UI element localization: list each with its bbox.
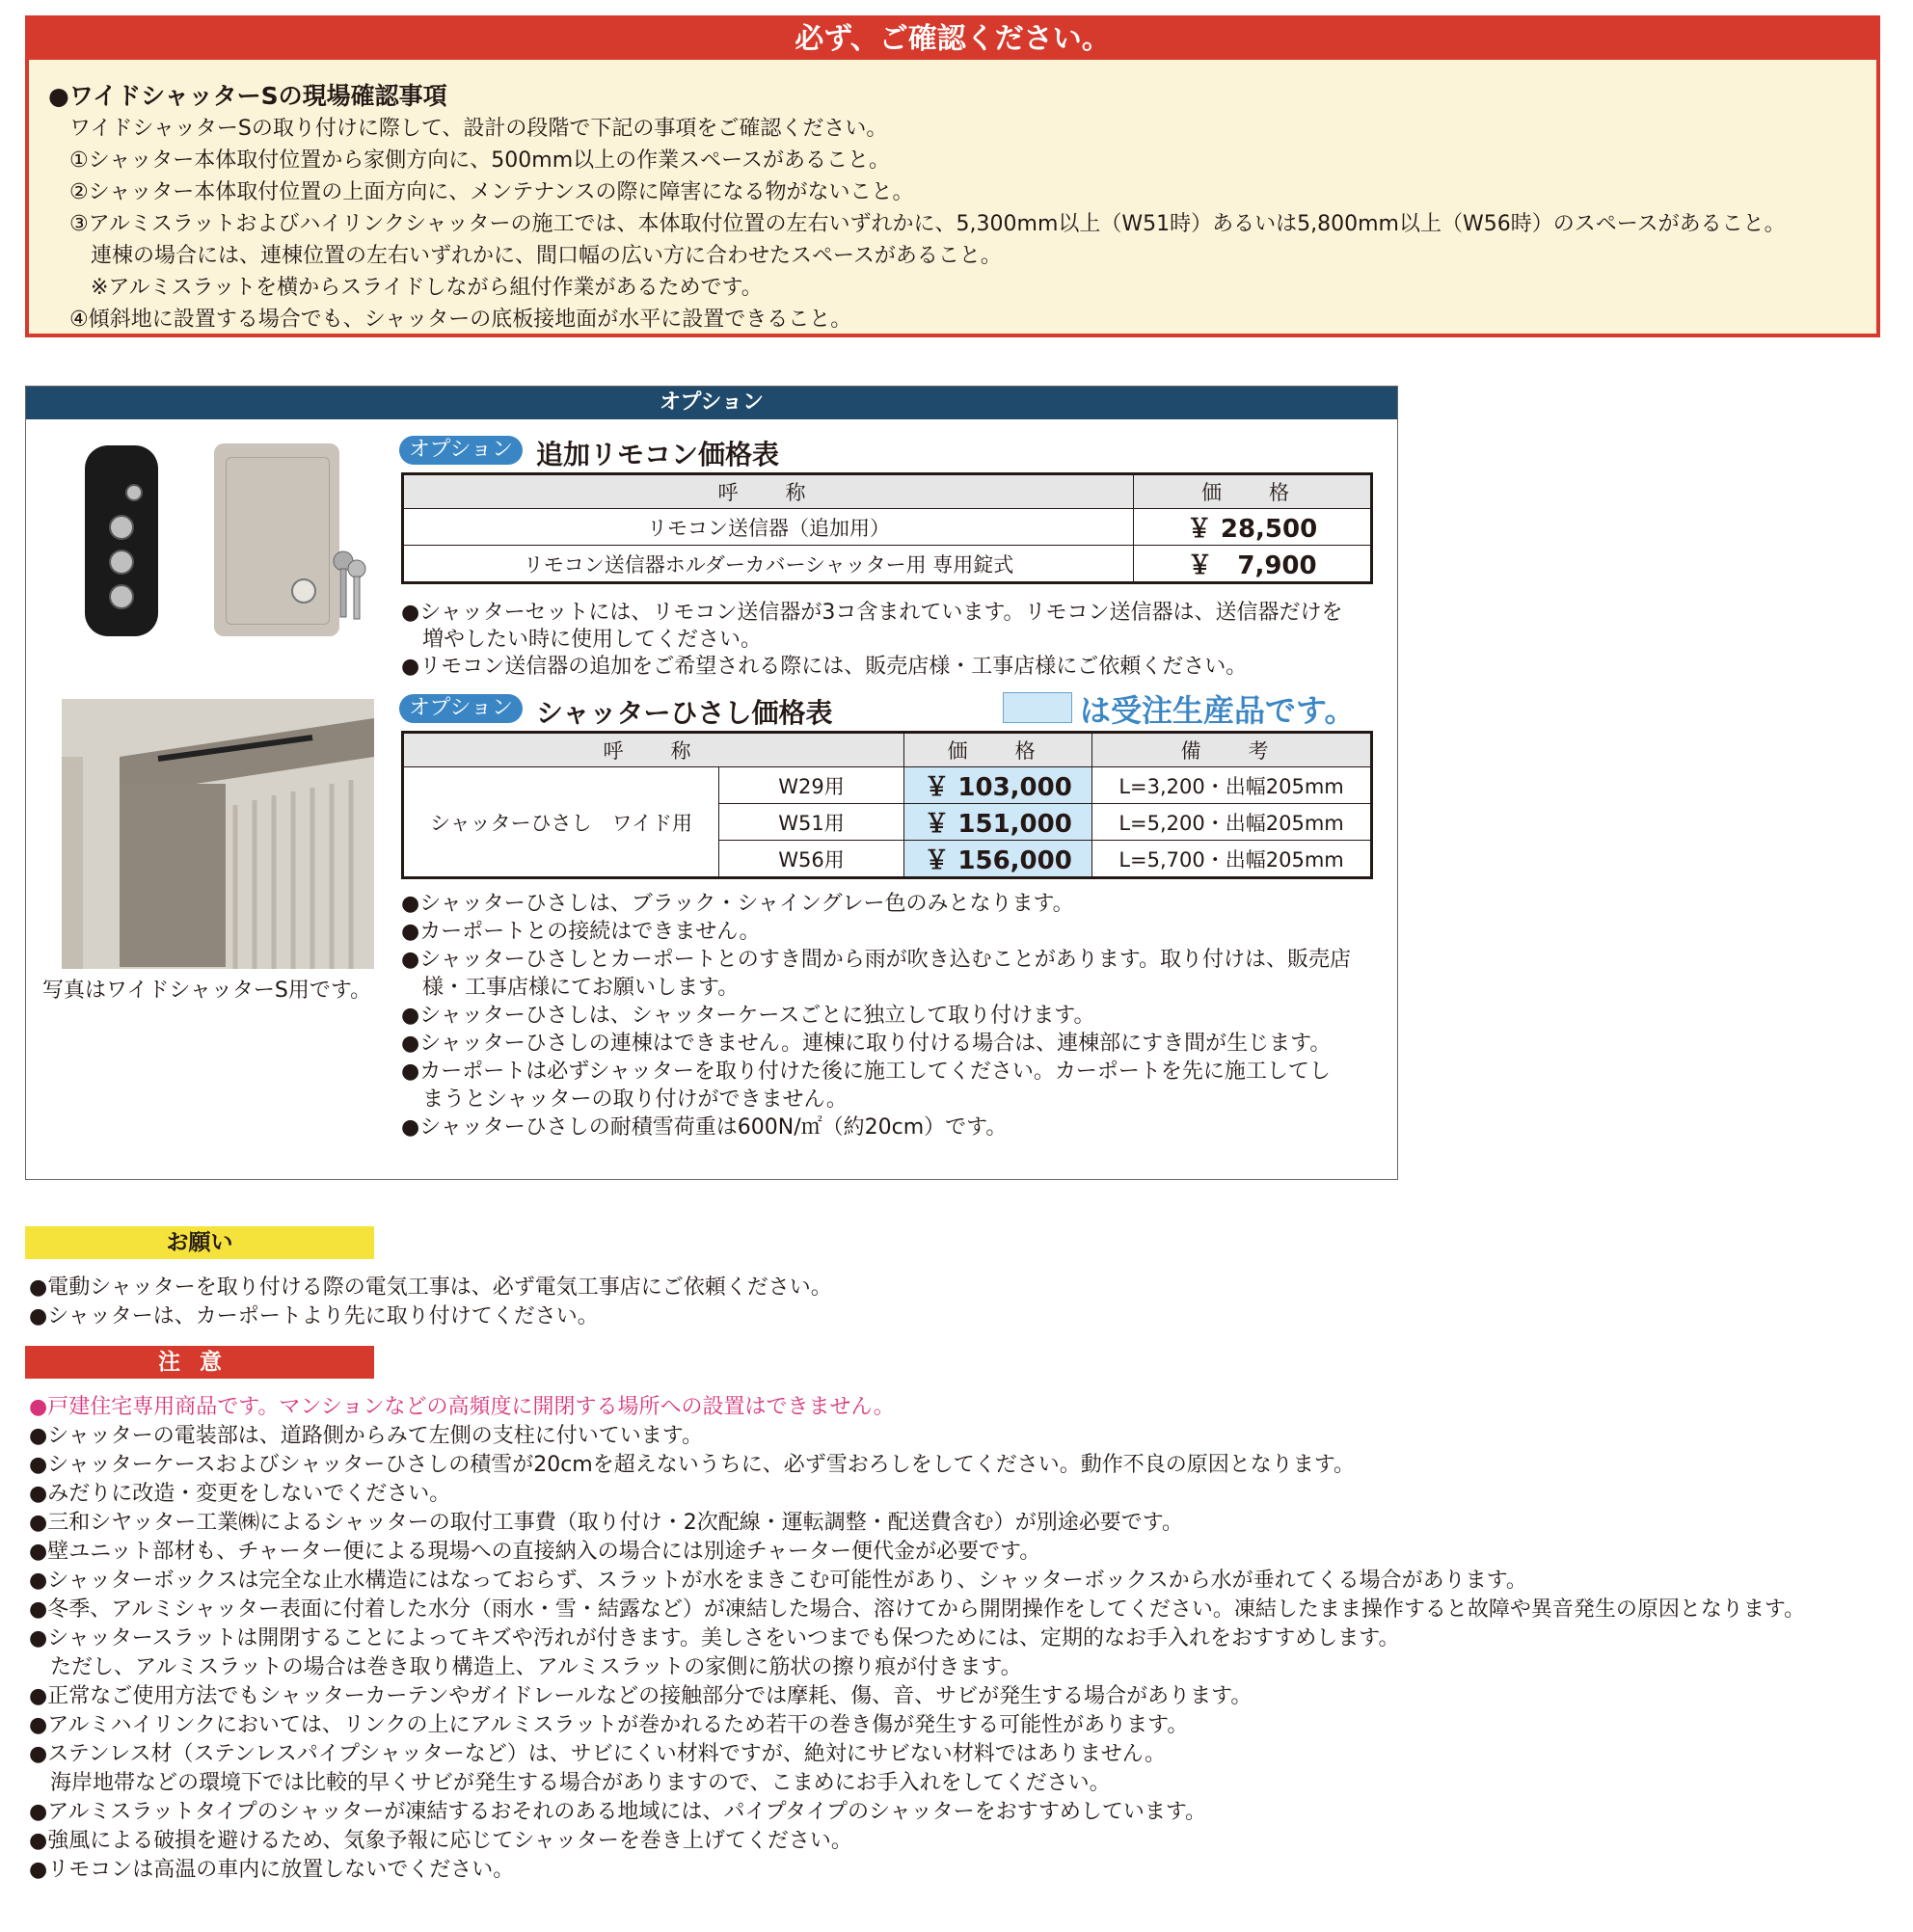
column-header: 価 格 [1134,474,1372,509]
caution-line: ●シャッターの電装部は、道路側からみて左側の支柱に付いています。 [29,1424,703,1448]
photo-caption: 写真はワイドシャッターS用です。 [42,979,372,1003]
item-price: ￥ 103,000 [904,767,1092,804]
item-price: ￥ 151,000 [904,804,1092,841]
caution-line: ●シャッターケースおよびシャッターひさしの積雪が20cmを超えないうちに、必ず雪おろしをしてください。動作不良の原因となります。 [29,1453,1355,1477]
hisashi-price-title: シャッターひさし価格表 [536,697,833,729]
remote-button-icon [109,584,134,609]
size: W29用 [719,767,904,804]
remark: L=3,200・出幅205mm [1092,767,1372,804]
remote-note: ●リモコン送信器の追加をご希望される際には、販売店様・工事店様にご依頼ください。 [401,655,1248,679]
order-legend-swatch [1003,692,1072,723]
caution-line: ただし、アルミスラットの場合は巻き取り構造上、アルミスラットの家側に筋状の擦り痕が付きます。 [29,1655,1022,1679]
remote-button-icon [109,515,134,540]
item-name: リモコン送信器（追加用） [403,509,1134,546]
confirm-line: ①シャッター本体取付位置から家側方向に、500mm以上の作業スペースがあること。 [69,148,891,173]
confirm-heading: ●ワイドシャッターSの現場確認事項 [48,82,447,110]
confirm-box [25,15,1880,337]
confirm-line: ②シャッター本体取付位置の上面方向に、メンテナンスの際に障害になる物がないこと。 [69,180,914,204]
column-header: 備 考 [1092,733,1372,767]
confirm-header: 必ず、ご確認ください。 [29,19,1876,60]
option-badge: オプション [399,694,523,723]
remote-price-title: 追加リモコン価格表 [536,439,780,470]
confirm-line: ④傾斜地に設置する場合でも、シャッターの底板接地面が水平に設置できること。 [69,308,852,332]
hisashi-note: ●シャッターひさしとカーポートとのすき間から雨が吹き込むことがあります。取り付けは、販売店 [401,948,1351,972]
caution-line: ●冬季、アルミシャッター表面に付着した水分（雨水・雪・結露など）が凍結した場合、溶けてから開閉操作をしてください。凍結したまま操作すると故障や異音発生の原因となります。 [29,1597,1806,1622]
remark: L=5,200・出幅205mm [1092,804,1372,841]
caution-line: ●シャッタースラットは開閉することによってキズや汚れが付きます。美しさをいつまでも保つためには、定期的なお手入れをおすすめします。 [29,1626,1400,1650]
hisashi-note: ●カーポートは必ずシャッターを取り付けた後に施工してください。カーポートを先に施工してし [401,1060,1331,1084]
remote-price-table [401,472,1373,584]
hisashi-note: ●シャッターひさしは、シャッターケースごとに独立して取り付けます。 [401,1004,1095,1028]
item-name: リモコン送信器ホルダーカバーシャッター用 専用錠式 [403,546,1134,583]
caution-line: ●リモコンは高温の車内に放置しないでください。 [29,1858,515,1882]
caution-header: 注意 [25,1346,374,1379]
hisashi-note: ●シャッターひさしの連棟はできません。連棟に取り付ける場合は、連棟部にすき間が生じます。 [401,1032,1332,1056]
shutter-hisashi-image [62,699,374,969]
hisashi-price-table [401,731,1373,879]
caution-line: ●正常なご使用方法でもシャッターカーテンやガイドレールなどの接触部分では摩耗、傷、音、サビが発生する場合があります。 [29,1684,1253,1708]
order-legend-text: は受注生産品です。 [1080,692,1356,729]
option-badge: オプション [399,436,523,465]
hisashi-note: 様・工事店様にてお願いします。 [401,976,740,1000]
size: W51用 [719,804,904,841]
group-name: シャッターひさし ワイド用 [403,767,719,878]
caution-line: ●アルミハイリンクにおいては、リンクの上にアルミスラットが巻かれるため若干の巻き傷が発生する可能性があります。 [29,1713,1189,1737]
remark: L=5,700・出幅205mm [1092,841,1372,878]
remote-led-icon [125,484,143,501]
column-header: 価 格 [904,733,1092,767]
confirm-line: 連棟の場合には、連棟位置の左右いずれかに、間口幅の広い方に合わせたスペースがあること。 [91,244,1002,268]
confirm-line: ③アルミスラットおよびハイリンクシャッターの施工では、本体取付位置の左右いずれかに、5,300mm以上（W51時）あるいは5,800mm以上（W56時）のスペースがあること。 [69,212,1786,236]
shutter-hisashi-photo [62,699,374,969]
column-header: 呼 称 [403,474,1134,509]
remote-note: 増やしたい時に使用してください。 [401,628,763,652]
remote-control-photo [85,445,158,636]
confirm-line: ※アルミスラットを横からスライドしながら組付作業があるためです。 [91,276,763,300]
confirm-line: ワイドシャッターSの取り付けに際して、設計の段階で下記の事項をご確認ください。 [69,117,888,141]
hisashi-note: まうとシャッターの取り付けができません。 [401,1087,848,1112]
caution-line: ●みだりに改造・変更をしないでください。 [29,1482,451,1506]
remote-note: ●シャッターセットには、リモコン送信器が3コ含まれています。リモコン送信器は、送信器だけを [401,601,1343,625]
table-row [403,767,1372,804]
caution-line: ●ステンレス材（ステンレスパイプシャッターなど）は、サビにくい材料ですが、絶対にサビない材料ではありません。 [29,1742,1167,1766]
item-price: ￥ 7,900 [1134,546,1372,583]
key-icon [328,548,370,625]
request-line: ●電動シャッターを取り付ける際の電気工事は、必ず電気工事店にご依頼ください。 [29,1275,832,1300]
item-price: ￥ 156,000 [904,841,1092,878]
lock-icon [291,578,316,604]
caution-highlight: ●戸建住宅専用商品です。マンションなどの高頻度に開閉する場所への設置はできません。 [29,1395,895,1419]
caution-line: ●強風による破損を避けるため、気象予報に応じてシャッターを巻き上げてください。 [29,1829,852,1853]
remote-holder-photo [214,443,339,636]
hisashi-note: ●カーポートとの接続はできません。 [401,920,761,944]
caution-line: 海岸地帯などの環境下では比較的早くサビが発生する場合がありますので、こまめにお手入れをしてください。 [29,1771,1111,1795]
hisashi-note: ●シャッターひさしは、ブラック・シャイングレー色のみとなります。 [401,892,1074,916]
caution-line: ●壁ユニット部材も、チャーター便による現場への直接納入の場合には別途チャーター便代金が必要です。 [29,1540,1041,1564]
holder-cover-icon [226,457,330,625]
size: W56用 [719,841,904,878]
caution-line: ●シャッターボックスは完全な止水構造にはなっておらず、スラットが水をまきこむ可能性があり、シャッターボックスから水が垂れてくる場合があります。 [29,1569,1527,1593]
hisashi-note: ●シャッターひさしの耐積雪荷重は600N/㎡（約20cm）です。 [401,1115,1008,1140]
item-price: ￥ 28,500 [1134,509,1372,546]
column-header: 呼 称 [403,733,904,767]
table-row [403,546,1372,583]
request-header: お願い [25,1226,374,1259]
caution-line: ●三和シヤッター工業㈱によるシャッターの取付工事費（取り付け・2次配線・運転調整・配送費含む）が別途必要です。 [29,1511,1183,1535]
request-line: ●シャッターは、カーポートより先に取り付けてください。 [29,1304,599,1328]
table-row [403,509,1372,546]
caution-line: ●アルミスラットタイプのシャッターが凍結するおそれのある地域には、パイプタイプのシャッターをおすすめしています。 [29,1800,1207,1824]
remote-button-icon [109,550,134,575]
option-header: オプション [26,387,1397,419]
